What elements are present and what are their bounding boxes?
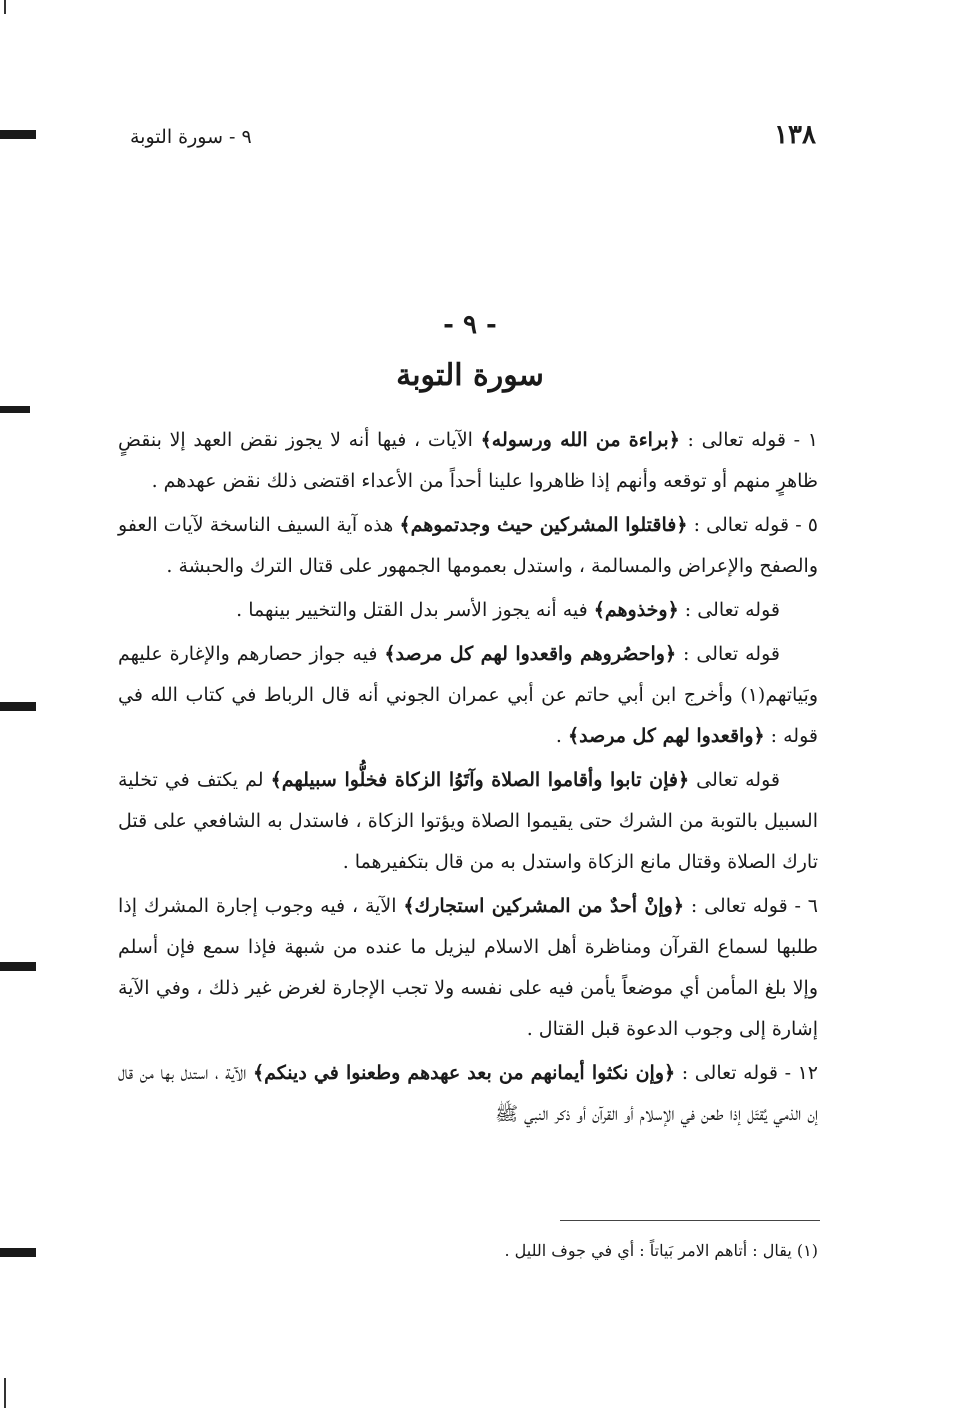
quran-quote: ﴿واقعدوا لهم كل مرصد﴾ (568, 725, 765, 747)
chapter-number: - ٩ - (443, 310, 497, 340)
paragraph-verse-1 (118, 420, 818, 502)
scan-edge (4, 0, 6, 14)
paragraph-text: فيه جواز حصارهم والإغارة عليهم وبَياتهم(١) وأخرج ابن أبي حاتم عن أبي عمران الجوني أنه قال الرباط في كتاب الله في قوله : (118, 643, 818, 747)
quran-quote: ﴿وإن نكثوا أيمانهم من بعد عهدهم وطعنوا في دينكم﴾ (253, 1062, 676, 1084)
chapter-title: سورة التوبة (396, 358, 544, 393)
paragraph-verse-5 (118, 505, 818, 587)
paragraph-text: هذه آية السيف الناسخة لآيات العفو والصفح والإعراض والمسالمة ، واستدل بعمومها الجمهور على قتال الترك والحبشة . (118, 514, 818, 577)
main-text (118, 420, 818, 1138)
paragraph-besiege-them (118, 634, 818, 757)
paragraph-text: قوله تعالى (689, 769, 780, 791)
quran-quote: ﴿وإنْ أحدٌ من المشركين استجارك﴾ (403, 895, 684, 917)
paragraph-text: ١٢ - قوله تعالى : (675, 1062, 818, 1084)
margin-mark (0, 406, 30, 413)
footnote-divider (560, 1220, 820, 1221)
paragraph-text: الآيات ، فيها أنه لا يجوز نقض العهد إلا بنقضٍ ظاهرٍ منهم أو توقعه وأنهم إذا ظاهروا علينا أحداً من الأعداء اقتضى ذلك نقض عهدهم . (118, 429, 818, 492)
scan-edge (4, 1378, 6, 1408)
quran-quote: ﴿فاقتلوا المشركين حيث وجدتموهم﴾ (399, 514, 688, 536)
margin-mark (0, 962, 36, 971)
margin-mark (0, 130, 36, 139)
paragraph-verse-12 (118, 1053, 818, 1135)
paragraph-take-them (118, 590, 818, 631)
footnote: (١) يقال : أتاهم الامر بَياتاً : أي في جوف الليل . (504, 1241, 818, 1260)
paragraph-text: ١ - قوله تعالى : (679, 429, 818, 451)
paragraph-text: ٥ - قوله تعالى : (687, 514, 818, 536)
running-header (130, 120, 816, 160)
paragraph-text: ٦ - قوله تعالى : (683, 895, 818, 917)
quran-quote: ﴿واحصُروهم واقعدوا لهم كل مرصد﴾ (384, 643, 677, 665)
margin-mark (0, 702, 36, 711)
paragraph-text: لم يكتف في تخلية السبيل بالتوبة من الشرك حتى يقيموا الصلاة ويؤتوا الزكاة ، فاستدل به الشافعي على قتل تارك الصلاة وقتال مانع الزكاة واستدل به من قال بتكفيرهما . (118, 769, 818, 873)
paragraph-text: قوله تعالى : (676, 643, 780, 665)
paragraph-if-they-repent (118, 760, 818, 883)
paragraph-text: قوله تعالى : (678, 599, 780, 621)
page-number: ١٣٨ (774, 120, 816, 150)
paragraph-text: الآية ، فيه وجوب إجارة المشرك إذا طلبها لسماع القرآن ومناظرة أهل الاسلام ليزيل ما عنده من شبهة فإذا سمع فإن أسلم وإلا بلغ المأمن أي موضعاً يأمن فيه على نفسه ولا تجب الإجارة لغرض غير ذلك ، وفي الآية إشارة إلى وجوب الدعوة قبل القتال . (118, 895, 818, 1040)
paragraph-text: . (555, 725, 568, 747)
quran-quote: ﴿فإن تابوا وأقاموا الصلاة وآتَوُا الزكاة فخلُّوا سبيلهم﴾ (270, 769, 690, 791)
paragraph-verse-6 (118, 886, 818, 1050)
quran-quote: ﴿وخذوهم﴾ (593, 599, 679, 621)
margin-mark (0, 1248, 36, 1257)
running-title: ٩ - سورة التوبة (130, 126, 252, 148)
paragraph-text: الآية ، استدل بها من قال إن الذمي يُقتَل إذا طعن في الإسلام أو القرآن أو ذكر النبي ﷺ (118, 1062, 818, 1125)
paragraph-text: فيه أنه يجوز الأسر بدل القتل والتخيير بينهما . (236, 599, 594, 621)
quran-quote: ﴿براءة من الله ورسوله﴾ (480, 429, 680, 451)
